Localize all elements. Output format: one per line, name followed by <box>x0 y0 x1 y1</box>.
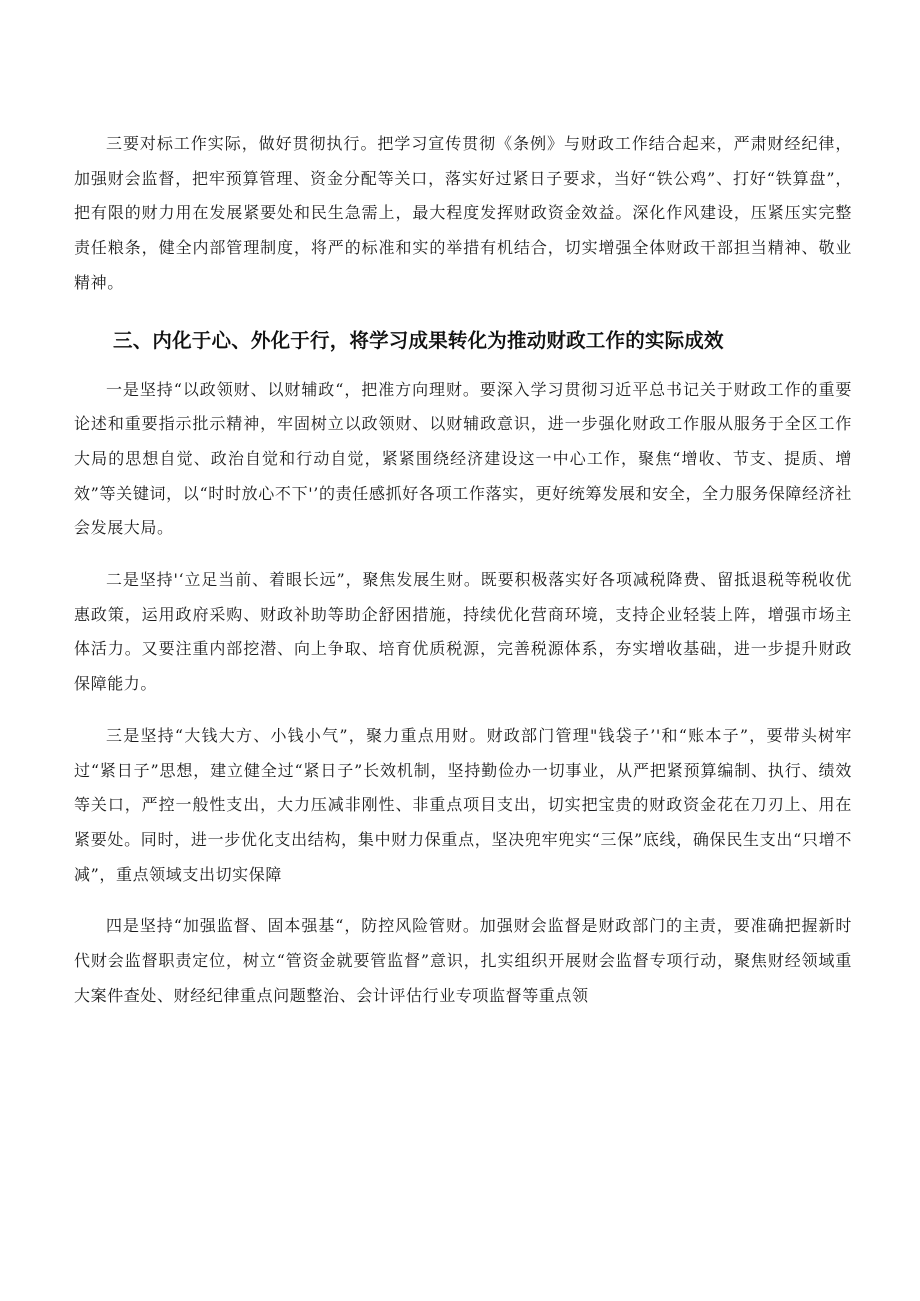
section-heading: 三、内化于心、外化于行，将学习成果转化为推动财政工作的实际成效 <box>113 328 724 352</box>
paragraph-point-one: 一是坚持“以政领财、以财辅政“，把准方向理财。要深入学习贯彻习近平总书记关于财政工作的重要论述和重要指示批示精神，牢固树立以政领财、以财辅政意识，进一步强化财政工作服从服务于全区工作大局的思想自觉、政治自觉和行动自觉，紧紧围绕经济建设这一中心工作，聚焦“增收、节支、提质、增效”等关键词，以“时时放心不下'’的责任感抓好各项工作落实，更好统筹发展和安全，全力服务保障经济社会发展大局。 <box>74 379 852 538</box>
paragraph-point-two: 二是坚持'‘立足当前、着眼长远”，聚焦发展生财。既要积极落实好各项减税降费、留抵退税等税收优惠政策，运用政府采购、财政补助等助企舒困措施，持续优化营商环境，支持企业轻装上阵，增强市场主体活力。又要注重内部挖潜、向上争取、培育优质税源，完善税源体系，夯实增收基础，进一步提升财政保障能力。 <box>74 570 852 694</box>
paragraph-point-three: 三是坚持“大钱大方、小钱小气”，聚力重点用财。财政部门管理"钱袋子’'和“账本子”，要带头树牢过“紧日子”思想，建立健全过“紧日子”长效机制，坚持勤俭办一切事业，从严把紧预算编制、执行、绩效等关口，严控一般性支出，大力压减非刚性、非重点项目支出，切实把宝贵的财政资金花在刀刃上、用在紧要处。同时，进一步优化支出结构，集中财力保重点，坚决兜牢兜实“三保”底线，确保民生支出“只增不减”，重点领域支出切实保障 <box>74 725 852 884</box>
document-body <box>74 127 852 1013</box>
paragraph-point-four: 四是坚持“加强监督、固本强基“，防控风险管财。加强财会监督是财政部门的主责，要准确把握新时代财会监督职责定位，树立“管资金就要管监督”意识，扎实组织开展财会监督专项行动，聚焦财经领域重大案件查处、财经纪律重点问题整治、会计评估行业专项监督等重点领 <box>74 916 852 1005</box>
paragraph-financial-discipline: 三要对标工作实际，做好贯彻执行。把学习宣传贯彻《条例》与财政工作结合起来，严肃财经纪律，加强财会监督，把牢预算管理、资金分配等关口，落实好过紧日子要求，当好“铁公鸡”、打好“铁算盘”，把有限的财力用在发展紧要处和民生急需上，最大程度发挥财政资金效益。深化作风建设，压紧压实完整责任粮条，健全内部管理制度，将严的标准和实的举措有机结合，切实增强全体财政干部担当精神、敬业精神。 <box>74 134 852 292</box>
